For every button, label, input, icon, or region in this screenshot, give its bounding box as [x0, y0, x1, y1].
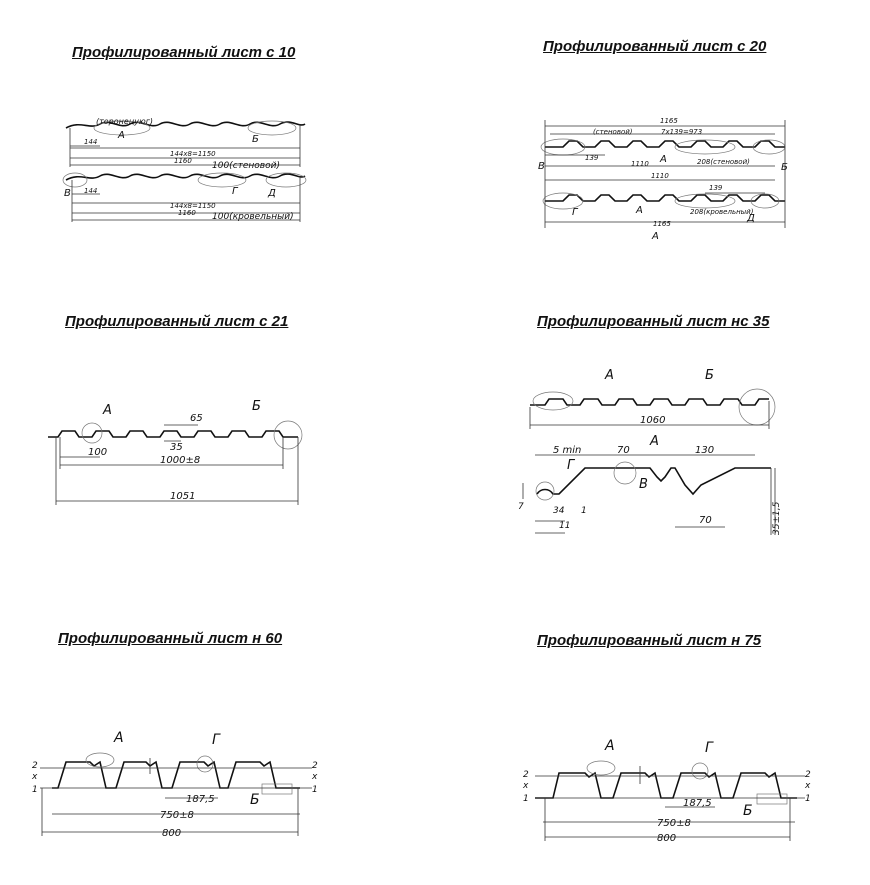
detail-label: Б	[250, 792, 260, 808]
dim-label: 35	[170, 442, 183, 453]
dim-label: 187,5	[186, 794, 215, 805]
dim-label: 70	[617, 445, 630, 456]
axis-label: 1	[523, 794, 529, 804]
dim-label: 1	[581, 506, 587, 516]
panel-s10	[0, 0, 420, 290]
panel-n75	[435, 590, 855, 880]
detail-circle	[248, 121, 296, 135]
detail-box	[757, 794, 787, 804]
dim-label: 1165	[660, 117, 678, 125]
detail-circle	[587, 761, 615, 775]
detail-label: А	[636, 205, 643, 216]
diagram-s21	[0, 295, 420, 585]
detail-label: Б	[781, 162, 788, 173]
axis-label: х	[523, 781, 529, 791]
detail-label: Г	[572, 207, 578, 218]
panel-title: Профилированный лист н 60	[58, 630, 283, 647]
dim-label: 1165	[653, 220, 671, 228]
panel-ns35	[435, 295, 855, 585]
detail-label: В	[64, 188, 71, 199]
dim-label: (стеновой)	[593, 128, 633, 136]
dim-label: 144	[84, 187, 98, 195]
panel-title: Профилированный лист с 21	[65, 313, 289, 330]
diagram-ns35	[435, 295, 855, 585]
dim-label: 139	[585, 154, 599, 162]
dim-label: 11	[559, 521, 571, 531]
detail-label: А	[103, 403, 112, 418]
dim-label: 208(кровельный)	[690, 208, 754, 216]
detail-label: А	[605, 738, 615, 754]
dim-label: 1110	[651, 172, 669, 180]
axis-label: 2	[312, 761, 318, 771]
axis-label: 1	[32, 785, 38, 795]
dim-label: 7х139=973	[661, 128, 703, 136]
profile-sheet	[530, 399, 769, 405]
detail-label: Б	[252, 134, 259, 145]
detail-label: В	[639, 477, 648, 492]
dim-label: 187,5	[683, 798, 712, 809]
diagram-n60	[0, 590, 420, 880]
detail-label: А	[605, 368, 614, 383]
dim-label: 208(стеновой)	[697, 158, 750, 166]
dim-label: 100(кровельный)	[212, 212, 294, 222]
profile-sheet	[48, 431, 298, 437]
detail-label: Д	[268, 188, 276, 199]
panel-title: Профилированный лист с 20	[543, 38, 767, 55]
dim-label: 750±8	[657, 818, 691, 829]
detail-label: Б	[705, 368, 714, 383]
detail-label: Б	[743, 803, 753, 819]
detail-label: А	[650, 434, 659, 449]
detail-label: Г	[567, 458, 575, 473]
detail-label: Г	[705, 740, 713, 756]
dim-label: 139	[709, 184, 723, 192]
detail-label: В	[538, 161, 545, 172]
detail-box	[262, 784, 292, 794]
detail-circle	[533, 392, 573, 410]
axis-label: 1	[312, 785, 318, 795]
dim-label: 1160	[174, 157, 192, 165]
dim-label: (торонецуюг)	[96, 117, 154, 126]
detail-label: А	[114, 730, 124, 746]
detail-circle	[614, 462, 636, 484]
profile-sheet-bottom	[66, 174, 305, 180]
profile-sheet-bottom	[545, 195, 785, 201]
axis-label: 2	[32, 761, 38, 771]
dim-label: 65	[190, 413, 203, 424]
dim-label: 1060	[640, 415, 666, 426]
detail-circle	[82, 423, 102, 443]
dim-label: 100	[88, 447, 108, 458]
dim-label: 7	[518, 502, 524, 512]
dim-label: 800	[162, 828, 182, 839]
dim-label: 800	[657, 833, 677, 844]
dim-label: 34	[553, 506, 565, 516]
dim-label: 144	[84, 138, 98, 146]
dim-label: 5 min	[553, 445, 582, 456]
axis-label: х	[32, 772, 38, 782]
detail-circle	[739, 389, 775, 425]
diagram-s20	[435, 0, 855, 290]
diagram-s10	[0, 0, 420, 290]
dim-label: 144х8=1150	[170, 150, 216, 158]
dim-label: 35±1,5	[772, 501, 782, 535]
detail-label: Г	[212, 732, 220, 748]
dim-label: 1000±8	[160, 455, 201, 466]
detail-circle	[692, 763, 708, 779]
panel-title: Профилированный лист нс 35	[537, 313, 770, 330]
dim-label: 70	[699, 515, 712, 526]
dim-label: 130	[695, 445, 715, 456]
axis-label: х	[805, 781, 811, 791]
axis-label: х	[312, 772, 318, 782]
profile-sheet-top	[545, 141, 785, 147]
dim-label: 1051	[170, 491, 196, 502]
axis-label: 2	[805, 770, 811, 780]
panel-s20	[435, 0, 855, 290]
detail-label: А	[118, 130, 125, 141]
dim-label: 750±8	[160, 810, 194, 821]
detail-label: Д	[747, 213, 755, 224]
detail-label: А	[660, 154, 667, 165]
axis-label: 1	[805, 794, 811, 804]
panel-title: Профилированный лист н 75	[537, 632, 762, 649]
panel-s21	[0, 295, 420, 585]
dim-label: 1110	[631, 160, 649, 168]
dim-label: 1160	[178, 209, 196, 217]
dim-label: 100(стеновой)	[212, 161, 280, 171]
panel-title: Профилированный лист с 10	[72, 44, 296, 61]
axis-label: 2	[523, 770, 529, 780]
detail-label: Б	[252, 399, 261, 414]
detail-label: Г	[232, 186, 238, 197]
panel-n60	[0, 590, 420, 880]
dim-label: 144х8=1150	[170, 202, 216, 210]
detail-label: А	[652, 231, 659, 242]
diagram-n75	[435, 590, 855, 880]
